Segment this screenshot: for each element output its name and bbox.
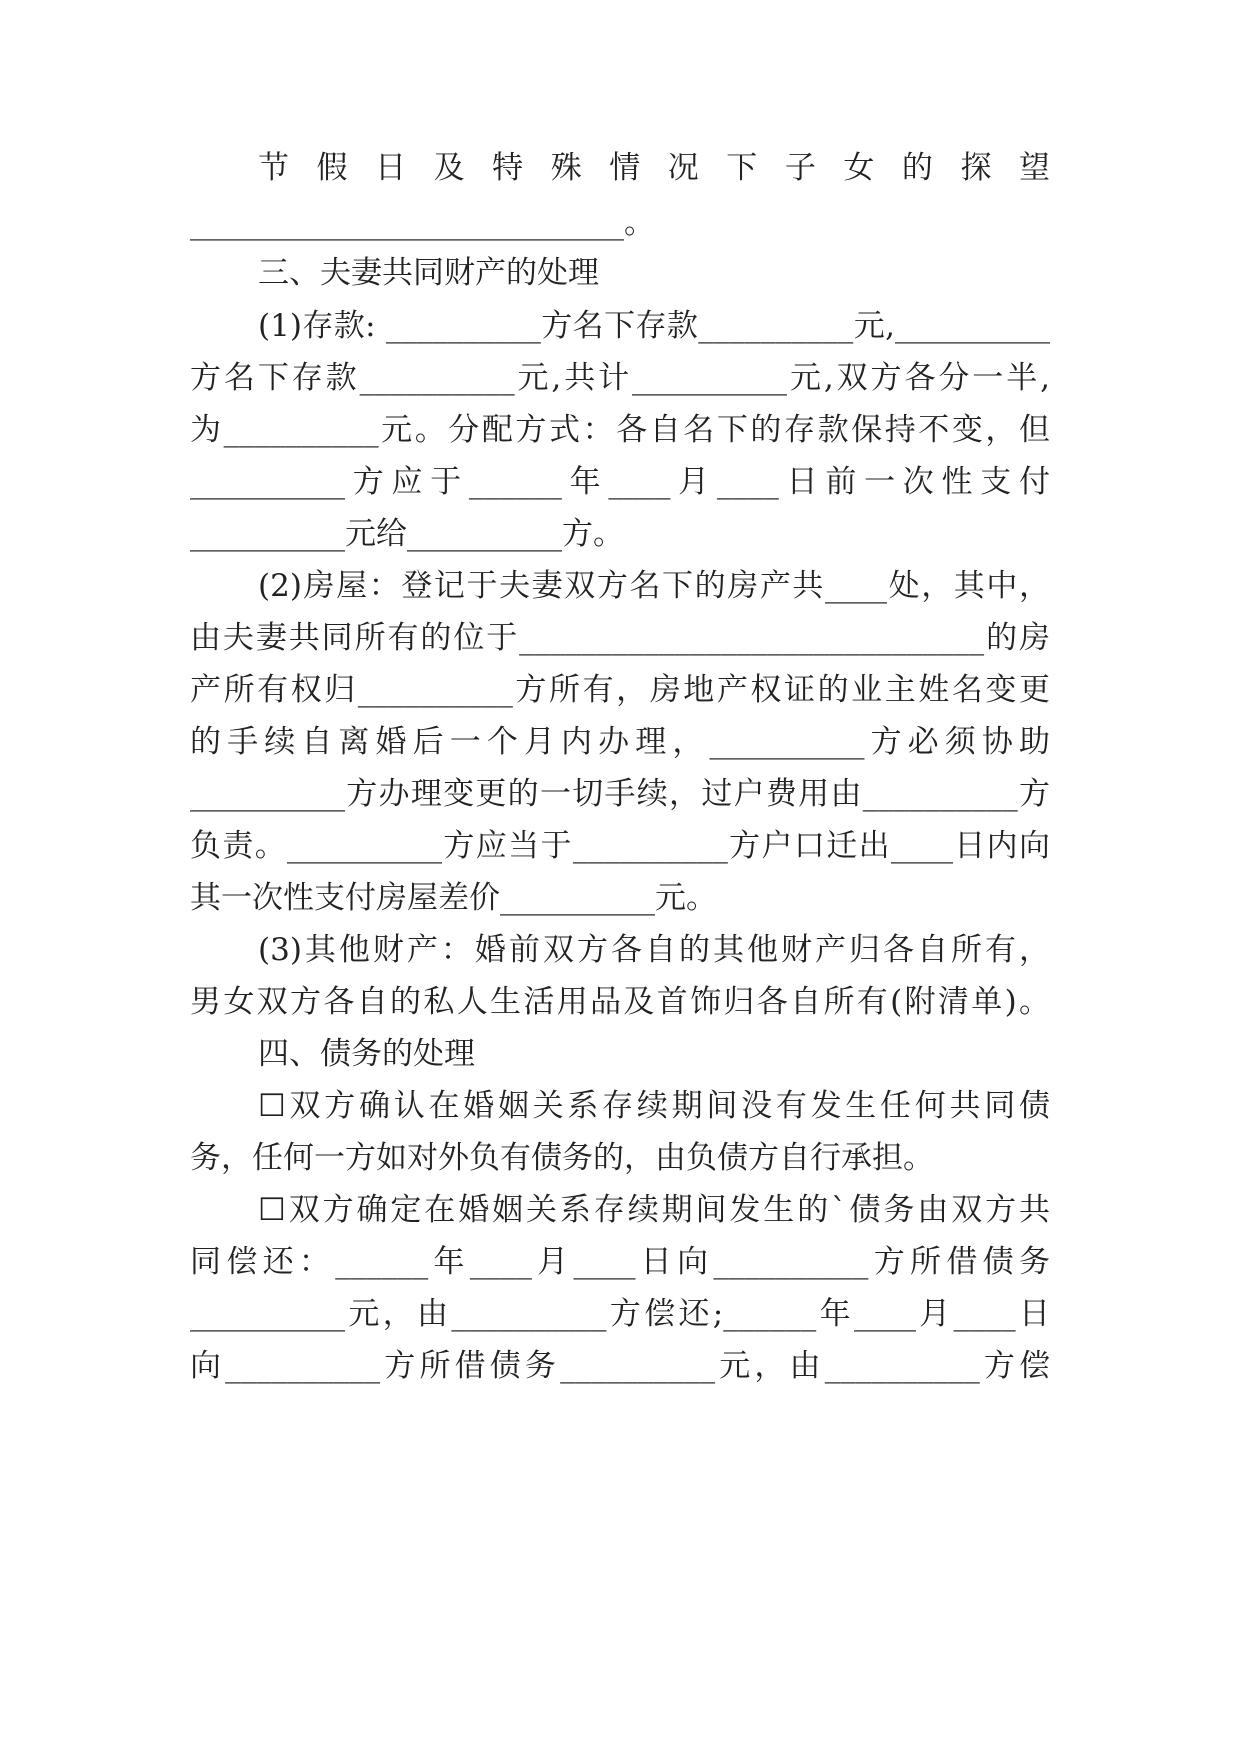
text-line: 同偿还：______年____月____日向__________方所借债务 (190, 1244, 1050, 1280)
section-heading: 三、夫妻共同财产的处理 (258, 255, 599, 291)
text-line: 为__________元。分配方式：各自名下的存款保持不变，但 (190, 412, 1050, 448)
text-line: 由夫妻共同所有的位于______________________________的房 (190, 620, 1050, 656)
checkbox-line: ☐双方确认在婚姻关系存续期间没有发生任何共同债 (258, 1088, 1050, 1124)
text-line: 向__________方所借债务__________元，由__________方偿 (190, 1348, 1050, 1384)
text-line: 方名下存款__________元,共计__________元,双方各分一半, (190, 360, 1050, 396)
text-line: 的手续自离婚后一个月内办理，__________方必须协助 (190, 724, 1050, 760)
text-line: __________方应于______年____月____日前一次性支付 (190, 464, 1050, 500)
text-line: 男女双方各自的私人生活用品及首饰归各自所有(附清单)。 (190, 984, 1050, 1020)
text-line: 务，任何一方如对外负有债务的，由负债方自行承担。 (190, 1140, 934, 1176)
text-line: __________方办理变更的一切手续，过户费用由__________方 (190, 776, 1050, 812)
text-line: ____________________________。 (190, 205, 655, 241)
text-line: 其一次性支付房屋差价__________元。 (190, 880, 717, 916)
text-line: (2)房屋：登记于夫妻双方名下的房产共____处，其中， (258, 568, 1050, 604)
text-line: __________元，由__________方偿还;______年____月____日 (190, 1296, 1050, 1332)
text-line: (1)存款: __________方名下存款__________元,__________ (258, 308, 1050, 344)
section-heading: 四、债务的处理 (258, 1036, 475, 1072)
text-line: __________元给__________方。 (190, 516, 624, 552)
text-line: 产所有权归__________方所有，房地产权证的业主姓名变更 (190, 672, 1050, 708)
checkbox-line: ☐双方确定在婚姻关系存续期间发生的`债务由双方共 (258, 1192, 1050, 1228)
text-line: 负责。__________方应当于__________方户口迁出____日内向 (190, 828, 1050, 864)
text-line: (3)其他财产：婚前双方各自的其他财产归各自所有， (258, 932, 1050, 968)
text-line: 节 假 日 及 特 殊 情 况 下 子 女 的 探 望 (258, 150, 1050, 186)
